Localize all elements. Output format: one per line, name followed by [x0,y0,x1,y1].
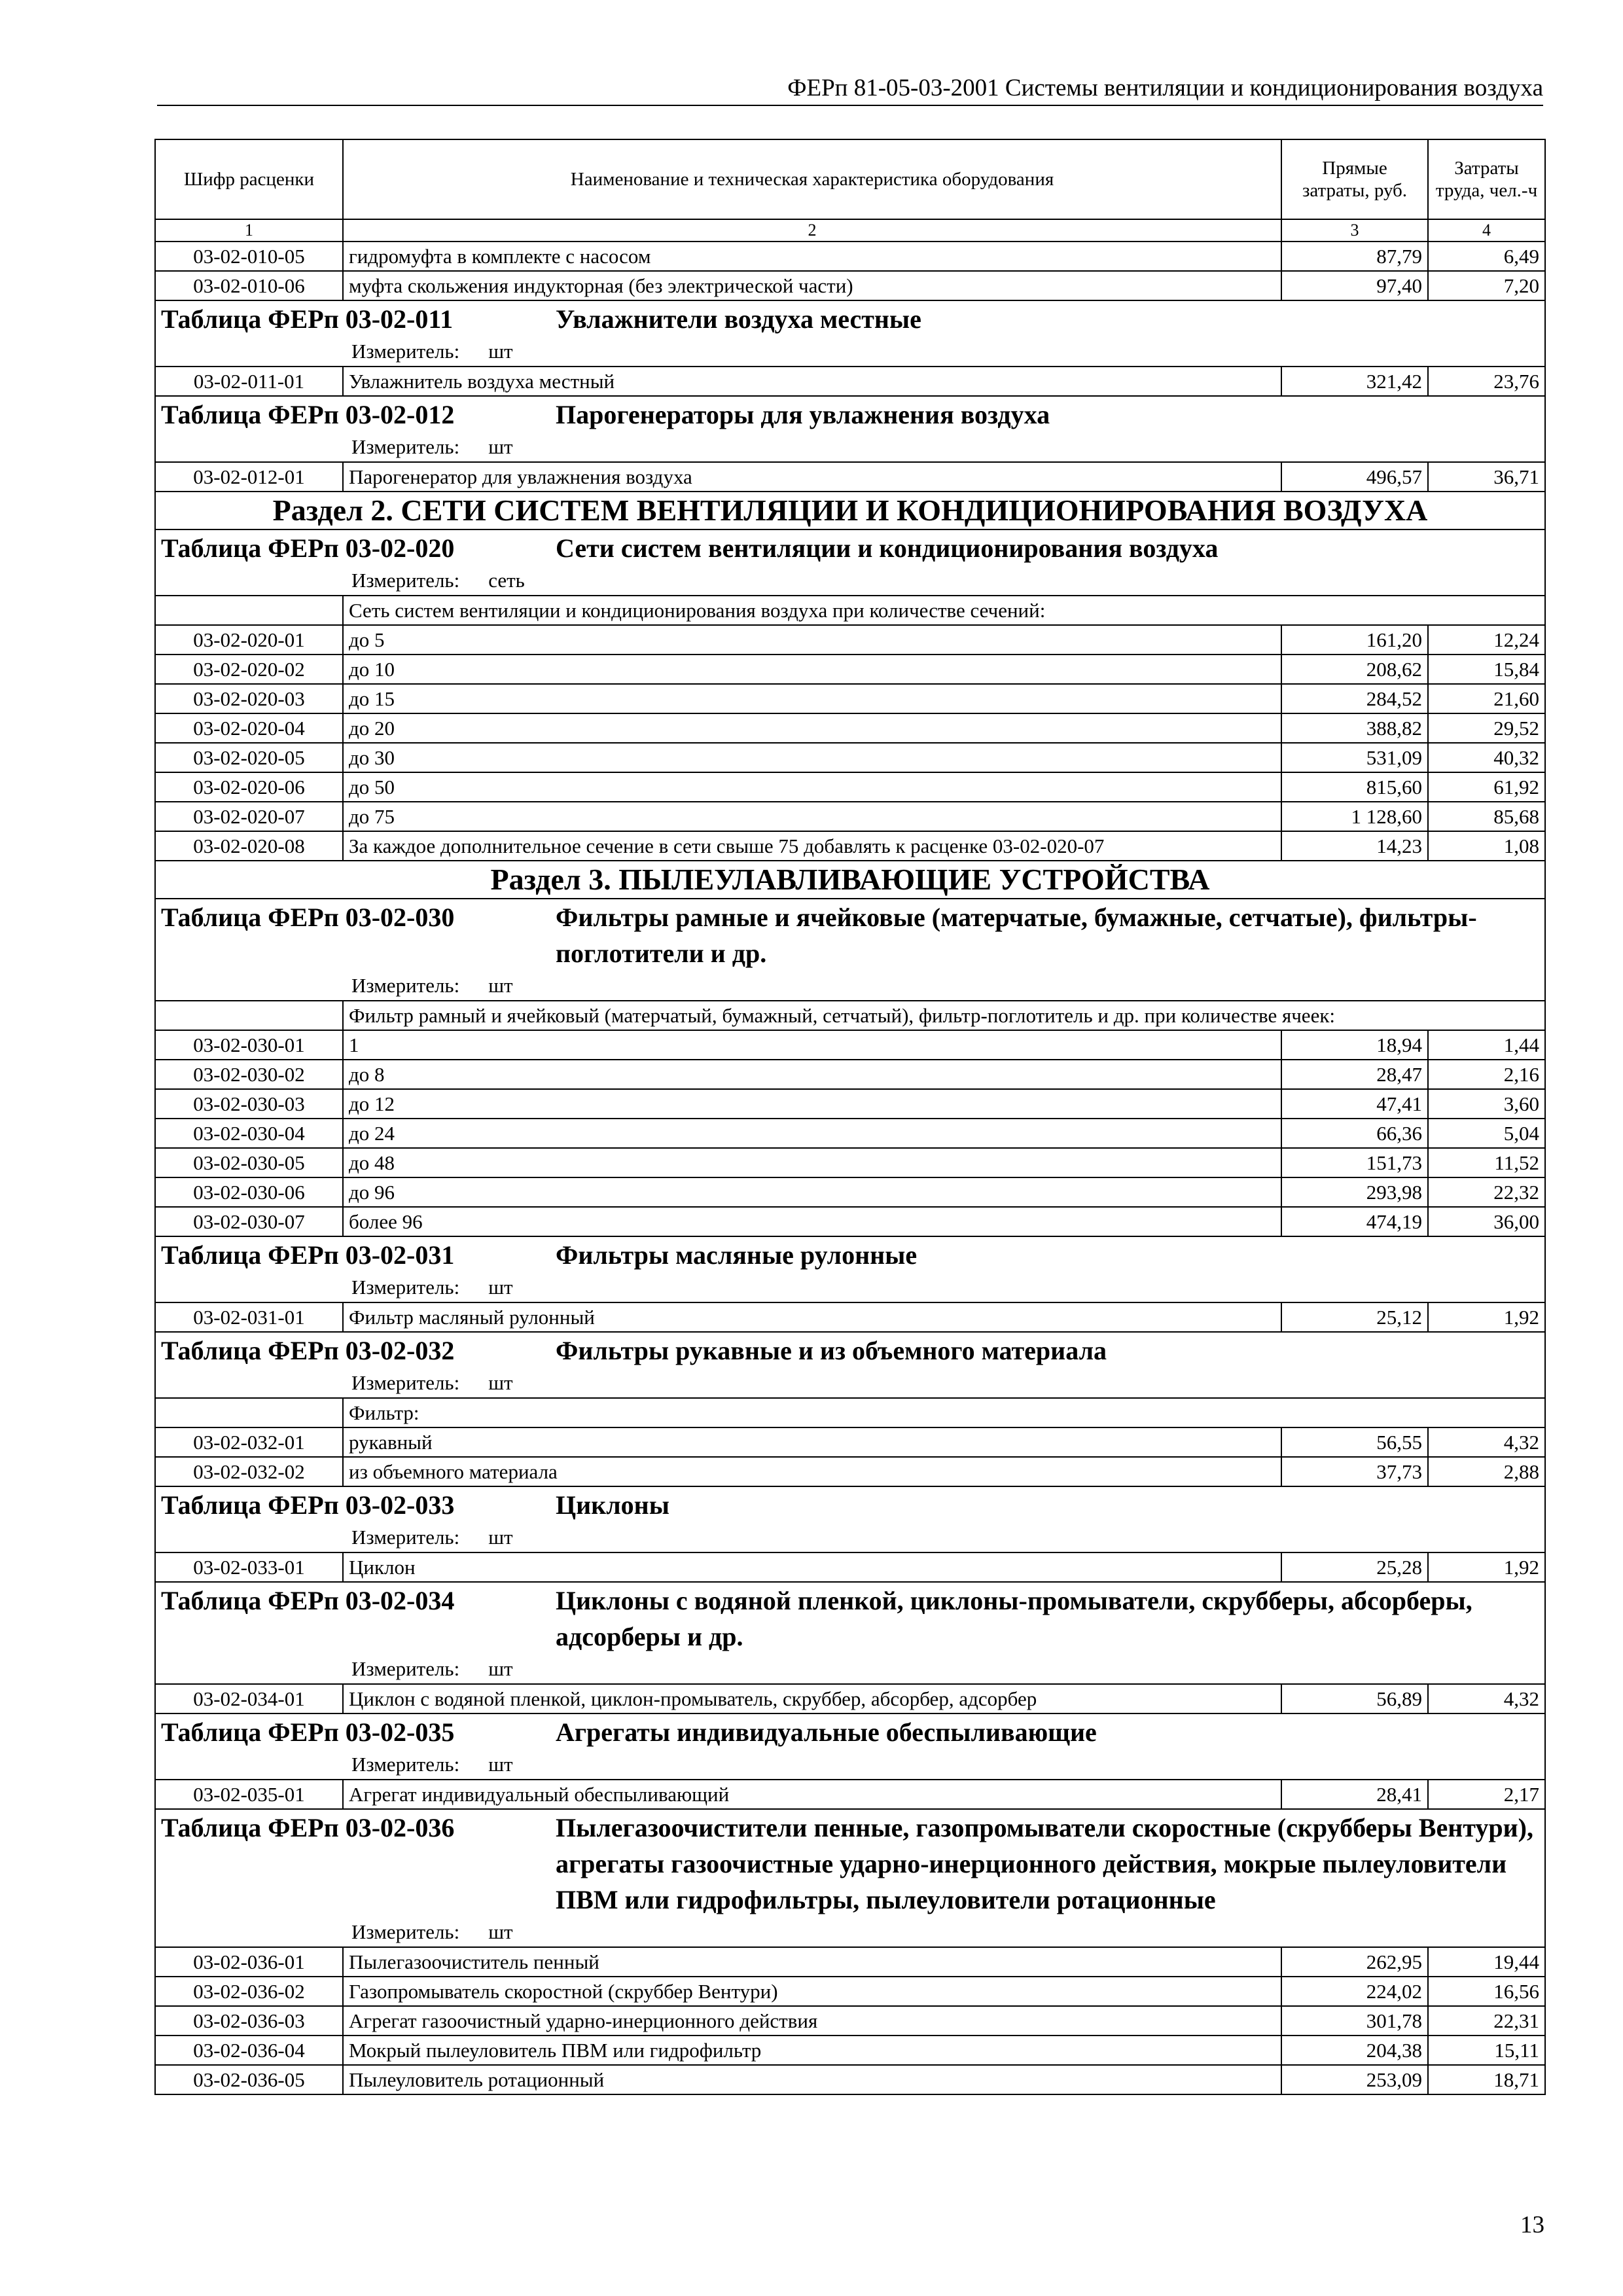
subtable-title-row [155,1332,1545,1369]
equipment-name: муфта скольжения индукторная (без электрической части) [343,271,1281,300]
group-row [155,1001,1545,1030]
table-row [155,772,1545,802]
direct-cost: 321,42 [1281,367,1428,396]
subtable-name: Фильтры рукавные и из объемного материала [556,1336,1107,1365]
table-row [155,1457,1545,1486]
column-number: 1 [155,219,343,242]
measure [161,567,1539,594]
column-number: 2 [343,219,1281,242]
measure-row [155,1750,1545,1780]
labor-cost: 23,76 [1428,367,1545,396]
table-row [155,625,1545,655]
rate-code: 03-02-010-05 [155,242,343,271]
measure-label: Измеритель: [351,569,460,592]
subtable-title [155,1332,1545,1369]
subtable-heading [161,1487,1539,1523]
direct-cost: 388,82 [1281,713,1428,743]
measure [161,1524,1539,1551]
subtable-title-row [155,1809,1545,1918]
subtable-name: Циклоны [556,1490,669,1520]
labor-cost: 15,84 [1428,655,1545,684]
table-row [155,1177,1545,1207]
rate-code: 03-02-012-01 [155,462,343,492]
rate-code: 03-02-020-07 [155,802,343,831]
subtable-code: Таблица ФЕРп 03-02-020 [161,533,455,563]
direct-cost: 262,95 [1281,1947,1428,1977]
equipment-name: из объемного материала [343,1457,1281,1486]
subtable-name: Агрегаты индивидуальные обеспыливающие [556,1717,1097,1747]
equipment-name: За каждое дополнительное сечение в сети свыше 75 добавлять к расценке 03-02-020-07 [343,831,1281,861]
subtable-name: Фильтры масляные рулонные [556,1240,918,1270]
measure-row [155,1273,1545,1302]
subtable-name: Пылегазоочистители пенные, газопромыватели скоростные (скрубберы Вентури), агрегаты газоочистные ударно-инерционного действия, мокрые пылеуловители ПВМ или гидрофильтры, пылеуловители ротационные [556,1813,1533,1914]
table-header-row [155,139,1545,219]
rate-code: 03-02-034-01 [155,1684,343,1713]
direct-cost: 37,73 [1281,1457,1428,1486]
subtable-heading [161,1583,1539,1655]
direct-cost: 224,02 [1281,1977,1428,2006]
measure-unit: шт [488,1657,513,1680]
labor-cost: 19,44 [1428,1947,1545,1977]
rate-code: 03-02-020-04 [155,713,343,743]
rate-code: 03-02-020-01 [155,625,343,655]
subtable-name: Увлажнители воздуха местные [556,304,921,334]
direct-cost: 47,41 [1281,1089,1428,1119]
subtable-title [155,1582,1545,1655]
group-description: Фильтр: [343,1398,1545,1427]
measure-cell [155,1369,1545,1398]
labor-cost: 61,92 [1428,772,1545,802]
table-row [155,2036,1545,2065]
equipment-name: Циклон [343,1552,1281,1582]
labor-cost: 85,68 [1428,802,1545,831]
direct-cost: 284,52 [1281,684,1428,713]
measure-unit: шт [488,1753,513,1776]
section-row [155,492,1545,529]
subtable-title [155,1713,1545,1750]
rate-code: 03-02-030-04 [155,1119,343,1148]
measure-label: Измеритель: [351,1526,460,1549]
table-row [155,2065,1545,2094]
measure-unit: шт [488,1526,513,1549]
labor-cost: 3,60 [1428,1089,1545,1119]
direct-cost: 208,62 [1281,655,1428,684]
measure-label: Измеритель: [351,1371,460,1394]
subtable-title-row [155,1236,1545,1273]
equipment-name: до 10 [343,655,1281,684]
subtable-name: Парогенераторы для увлажнения воздуха [556,400,1050,429]
table-row [155,1552,1545,1582]
labor-cost: 5,04 [1428,1119,1545,1148]
labor-cost: 1,08 [1428,831,1545,861]
labor-cost: 2,17 [1428,1780,1545,1809]
measure-unit: шт [488,1276,513,1299]
labor-cost: 11,52 [1428,1148,1545,1177]
group-code-empty [155,1001,343,1030]
table-row [155,462,1545,492]
subtable-title-row [155,899,1545,971]
rate-code: 03-02-036-01 [155,1947,343,1977]
section-title: Раздел 2. СЕТИ СИСТЕМ ВЕНТИЛЯЦИИ И КОНДИЦИОНИРОВАНИЯ ВОЗДУХА [155,492,1545,529]
direct-cost: 204,38 [1281,2036,1428,2065]
measure [161,1919,1539,1945]
subtable-title-row [155,300,1545,337]
rate-code: 03-02-036-03 [155,2006,343,2036]
table-row [155,655,1545,684]
subtable-code: Таблица ФЕРп 03-02-032 [161,1336,455,1365]
table-row [155,367,1545,396]
measure [161,973,1539,999]
rate-code: 03-02-020-02 [155,655,343,684]
direct-cost: 151,73 [1281,1148,1428,1177]
labor-cost: 40,32 [1428,743,1545,772]
subtable-title-row [155,529,1545,566]
rate-code: 03-02-030-06 [155,1177,343,1207]
subtable-heading [161,301,1539,337]
measure-cell [155,337,1545,367]
column-header-labor: Затраты труда, чел.-ч [1428,139,1545,219]
equipment-name: до 75 [343,802,1281,831]
table-row [155,713,1545,743]
subtable-name: Фильтры рамные и ячейковые (матерчатые, бумажные, сетчатые), фильтры-поглотители и др. [556,903,1477,968]
subtable-code: Таблица ФЕРп 03-02-036 [161,1813,455,1842]
equipment-name: до 96 [343,1177,1281,1207]
subtable-title [155,1236,1545,1273]
equipment-name: до 50 [343,772,1281,802]
equipment-name: до 8 [343,1060,1281,1089]
group-description: Сеть систем вентиляции и кондиционирования воздуха при количестве сечений: [343,596,1545,625]
rate-code: 03-02-031-01 [155,1302,343,1332]
direct-cost: 18,94 [1281,1030,1428,1060]
subtable-heading [161,1237,1539,1273]
subtable-title [155,1809,1545,1918]
rate-code: 03-02-036-02 [155,1977,343,2006]
measure-label: Измеритель: [351,435,460,458]
table-row [155,242,1545,271]
rate-code: 03-02-035-01 [155,1780,343,1809]
subtable-heading [161,530,1539,566]
equipment-name: до 48 [343,1148,1281,1177]
subtable-title-row [155,396,1545,433]
direct-cost: 66,36 [1281,1119,1428,1148]
measure [161,338,1539,365]
rate-code: 03-02-032-01 [155,1427,343,1457]
subtable-name: Сети систем вентиляции и кондиционирования воздуха [556,533,1219,563]
column-number: 4 [1428,219,1545,242]
labor-cost: 16,56 [1428,1977,1545,2006]
table-body [155,242,1545,2094]
subtable-code: Таблица ФЕРп 03-02-030 [161,903,455,932]
equipment-name: Агрегат индивидуальный обеспыливающий [343,1780,1281,1809]
measure [161,434,1539,460]
labor-cost: 1,92 [1428,1302,1545,1332]
rate-code: 03-02-020-03 [155,684,343,713]
subtable-title-row [155,1713,1545,1750]
rates-table [154,139,1546,2095]
table-row [155,1089,1545,1119]
direct-cost: 253,09 [1281,2065,1428,2094]
labor-cost: 6,49 [1428,242,1545,271]
rate-code: 03-02-036-05 [155,2065,343,2094]
column-header-name: Наименование и техническая характеристика оборудования [343,139,1281,219]
subtable-code: Таблица ФЕРп 03-02-011 [161,304,454,334]
equipment-name: рукавный [343,1427,1281,1457]
table-row [155,1030,1545,1060]
direct-cost: 1 128,60 [1281,802,1428,831]
measure-cell [155,566,1545,596]
subtable-heading [161,1714,1539,1750]
subtable-code: Таблица ФЕРп 03-02-034 [161,1586,455,1615]
labor-cost: 29,52 [1428,713,1545,743]
subtable-code: Таблица ФЕРп 03-02-035 [161,1717,455,1747]
labor-cost: 7,20 [1428,271,1545,300]
table-row [155,1780,1545,1809]
subtable-title [155,899,1545,971]
subtable-code: Таблица ФЕРп 03-02-012 [161,400,455,429]
subtable-heading [161,397,1539,433]
subtable-title-row [155,1582,1545,1655]
labor-cost: 1,44 [1428,1030,1545,1060]
column-header-code: Шифр расценки [155,139,343,219]
direct-cost: 161,20 [1281,625,1428,655]
measure-row [155,1655,1545,1684]
equipment-name: Газопромыватель скоростной (скруббер Вентури) [343,1977,1281,2006]
measure-label: Измеритель: [351,1920,460,1943]
table-row [155,743,1545,772]
measure-row [155,1369,1545,1398]
table-row [155,1119,1545,1148]
labor-cost: 36,00 [1428,1207,1545,1236]
subtable-heading [161,899,1539,971]
table-row [155,1207,1545,1236]
measure-unit: сеть [488,569,525,592]
measure-row [155,433,1545,462]
equipment-name: Мокрый пылеуловитель ПВМ или гидрофильтр [343,2036,1281,2065]
labor-cost: 12,24 [1428,625,1545,655]
rate-code: 03-02-020-05 [155,743,343,772]
subtable-code: Таблица ФЕРп 03-02-031 [161,1240,455,1270]
group-code-empty [155,596,343,625]
measure-row [155,337,1545,367]
subtable-title [155,1486,1545,1523]
equipment-name: до 30 [343,743,1281,772]
equipment-name: до 15 [343,684,1281,713]
direct-cost: 301,78 [1281,2006,1428,2036]
measure-label: Измеритель: [351,340,460,363]
measure [161,1274,1539,1300]
equipment-name: Увлажнитель воздуха местный [343,367,1281,396]
table-row [155,2006,1545,2036]
section-title: Раздел 3. ПЫЛЕУЛАВЛИВАЮЩИЕ УСТРОЙСТВА [155,861,1545,899]
direct-cost: 28,41 [1281,1780,1428,1809]
measure-row [155,971,1545,1001]
labor-cost: 22,31 [1428,2006,1545,2036]
measure-label: Измеритель: [351,1657,460,1680]
equipment-name: 1 [343,1030,1281,1060]
direct-cost: 25,28 [1281,1552,1428,1582]
measure [161,1370,1539,1396]
measure-cell [155,971,1545,1001]
table-row [155,684,1545,713]
direct-cost: 25,12 [1281,1302,1428,1332]
equipment-name: Циклон с водяной пленкой, циклон-промыватель, скруббер, абсорбер, адсорбер [343,1684,1281,1713]
equipment-name: до 5 [343,625,1281,655]
direct-cost: 531,09 [1281,743,1428,772]
direct-cost: 815,60 [1281,772,1428,802]
subtable-name: Циклоны с водяной пленкой, циклоны-промыватели, скрубберы, абсорберы, адсорберы и др. [556,1586,1472,1651]
subtable-heading [161,1333,1539,1369]
equipment-name: Пылеуловитель ротационный [343,2065,1281,2094]
table-row [155,1684,1545,1713]
group-code-empty [155,1398,343,1427]
measure-unit: шт [488,974,513,997]
section-row [155,861,1545,899]
rate-code: 03-02-030-05 [155,1148,343,1177]
equipment-name: Парогенератор для увлажнения воздуха [343,462,1281,492]
subtable-code: Таблица ФЕРп 03-02-033 [161,1490,455,1520]
equipment-name: гидромуфта в комплекте с насосом [343,242,1281,271]
labor-cost: 21,60 [1428,684,1545,713]
labor-cost: 4,32 [1428,1427,1545,1457]
labor-cost: 36,71 [1428,462,1545,492]
equipment-name: до 12 [343,1089,1281,1119]
group-description: Фильтр рамный и ячейковый (матерчатый, бумажный, сетчатый), фильтр-поглотитель и др. при количестве ячеек: [343,1001,1545,1030]
column-number-row [155,219,1545,242]
labor-cost: 1,92 [1428,1552,1545,1582]
measure [161,1751,1539,1778]
measure-cell [155,433,1545,462]
rate-code: 03-02-020-06 [155,772,343,802]
rate-code: 03-02-011-01 [155,367,343,396]
measure-unit: шт [488,340,513,363]
equipment-name: более 96 [343,1207,1281,1236]
table-row [155,1148,1545,1177]
measure-label: Измеритель: [351,974,460,997]
rate-code: 03-02-036-04 [155,2036,343,2065]
table-row [155,831,1545,861]
group-row [155,1398,1545,1427]
equipment-name: Фильтр масляный рулонный [343,1302,1281,1332]
labor-cost: 18,71 [1428,2065,1545,2094]
direct-cost: 56,89 [1281,1684,1428,1713]
subtable-title [155,396,1545,433]
measure-row [155,1523,1545,1552]
column-number: 3 [1281,219,1428,242]
table-row [155,1302,1545,1332]
rate-code: 03-02-032-02 [155,1457,343,1486]
direct-cost: 28,47 [1281,1060,1428,1089]
rate-code: 03-02-030-07 [155,1207,343,1236]
measure-row [155,1918,1545,1947]
direct-cost: 97,40 [1281,271,1428,300]
subtable-title-row [155,1486,1545,1523]
subtable-heading [161,1810,1539,1918]
measure-cell [155,1523,1545,1552]
labor-cost: 2,16 [1428,1060,1545,1089]
column-header-cost: Прямые затраты, руб. [1281,139,1428,219]
group-row [155,596,1545,625]
rate-code: 03-02-033-01 [155,1552,343,1582]
labor-cost: 22,32 [1428,1177,1545,1207]
measure-label: Измеритель: [351,1276,460,1299]
rate-code: 03-02-030-03 [155,1089,343,1119]
direct-cost: 87,79 [1281,242,1428,271]
measure-unit: шт [488,1371,513,1394]
measure [161,1656,1539,1682]
measure-cell [155,1655,1545,1684]
direct-cost: 14,23 [1281,831,1428,861]
table-row [155,1427,1545,1457]
measure-cell [155,1918,1545,1947]
rate-code: 03-02-020-08 [155,831,343,861]
rate-code: 03-02-030-01 [155,1030,343,1060]
labor-cost: 4,32 [1428,1684,1545,1713]
direct-cost: 474,19 [1281,1207,1428,1236]
direct-cost: 293,98 [1281,1177,1428,1207]
measure-unit: шт [488,435,513,458]
rate-code: 03-02-030-02 [155,1060,343,1089]
equipment-name: Агрегат газоочистный ударно-инерционного действия [343,2006,1281,2036]
measure-label: Измеритель: [351,1753,460,1776]
labor-cost: 15,11 [1428,2036,1545,2065]
direct-cost: 56,55 [1281,1427,1428,1457]
equipment-name: Пылегазоочиститель пенный [343,1947,1281,1977]
equipment-name: до 20 [343,713,1281,743]
equipment-name: до 24 [343,1119,1281,1148]
table-row [155,1947,1545,1977]
measure-cell [155,1750,1545,1780]
running-header: ФЕРп 81-05-03-2001 Системы вентиляции и кондиционирования воздуха [157,73,1543,106]
subtable-title [155,300,1545,337]
labor-cost: 2,88 [1428,1457,1545,1486]
measure-cell [155,1273,1545,1302]
page-number: 13 [1520,2212,1544,2238]
subtable-title [155,529,1545,566]
measure-unit: шт [488,1920,513,1943]
direct-cost: 496,57 [1281,462,1428,492]
table-row [155,802,1545,831]
measure-row [155,566,1545,596]
table-row [155,271,1545,300]
table-row [155,1060,1545,1089]
table-row [155,1977,1545,2006]
rate-code: 03-02-010-06 [155,271,343,300]
